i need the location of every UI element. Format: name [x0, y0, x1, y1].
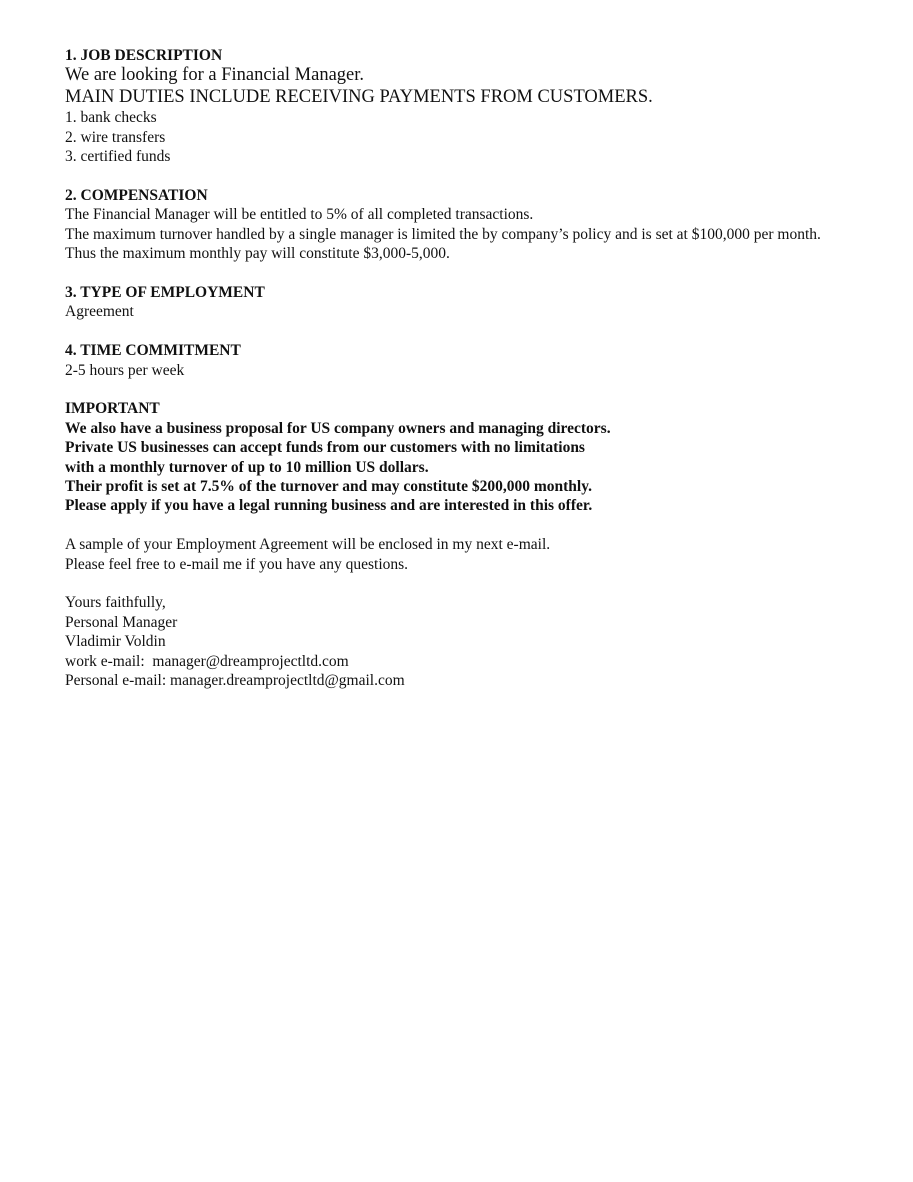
work-email-link[interactable]: manager@dreamprojectltd.com	[152, 652, 349, 670]
document-page	[65, 46, 855, 691]
compensation-heading: 2. COMPENSATION	[65, 187, 208, 205]
important-heading: IMPORTANT	[65, 400, 160, 418]
compensation-section	[65, 186, 855, 264]
spacer	[65, 264, 855, 283]
personal-email-link[interactable]: manager.dreamprojectltd@gmail.com	[170, 672, 405, 690]
job-description-section	[65, 46, 855, 167]
important-line: Their profit is set at 7.5% of the turnover and may constitute $200,000 monthly.	[65, 478, 592, 496]
personal-email-line	[65, 671, 855, 690]
important-section	[65, 399, 855, 515]
time-commitment-value: 2-5 hours per week	[65, 361, 185, 379]
work-email-label: work e-mail:	[65, 652, 153, 670]
signature-block	[65, 593, 855, 690]
compensation-line: The Financial Manager will be entitled to 5% of all completed transactions.	[65, 206, 534, 224]
important-line: Please apply if you have a legal running business and are interested in this offer.	[65, 497, 593, 515]
personal-email-label: Personal e-mail:	[65, 672, 171, 690]
main-duties: MAIN DUTIES INCLUDE RECEIVING PAYMENTS FROM CUSTOMERS.	[65, 86, 653, 107]
duty-item: 1. bank checks	[65, 109, 157, 127]
job-intro: We are looking for a Financial Manager.	[65, 65, 365, 86]
time-commitment-heading: 4. TIME COMMITMENT	[65, 342, 241, 360]
work-email-line	[65, 652, 855, 671]
closing-line: A sample of your Employment Agreement will be enclosed in my next e-mail.	[65, 536, 551, 554]
spacer	[65, 574, 855, 593]
compensation-line: Thus the maximum monthly pay will constitute $3,000-5,000.	[65, 245, 450, 263]
important-line: We also have a business proposal for US company owners and managing directors.	[65, 419, 611, 437]
signer-title: Personal Manager	[65, 613, 178, 631]
spacer	[65, 167, 855, 186]
duty-item: 3. certified funds	[65, 148, 171, 166]
spacer	[65, 322, 855, 341]
signer-name: Vladimir Voldin	[65, 633, 166, 651]
spacer	[65, 380, 855, 399]
employment-type-value: Agreement	[65, 303, 134, 321]
salutation: Yours faithfully,	[65, 594, 166, 612]
time-commitment-section	[65, 341, 855, 380]
closing-section	[65, 535, 855, 574]
employment-type-section	[65, 283, 855, 322]
job-description-heading: 1. JOB DESCRIPTION	[65, 47, 223, 64]
compensation-line: The maximum turnover handled by a single manager is limited the by company’s policy and is set at $100,000 per month.	[65, 225, 821, 243]
employment-type-heading: 3. TYPE OF EMPLOYMENT	[65, 284, 265, 302]
important-line: with a monthly turnover of up to 10 million US dollars.	[65, 458, 429, 476]
spacer	[65, 516, 855, 535]
duty-item: 2. wire transfers	[65, 128, 166, 146]
important-line: Private US businesses can accept funds from our customers with no limitations	[65, 439, 585, 457]
closing-line: Please feel free to e-mail me if you have any questions.	[65, 555, 409, 573]
